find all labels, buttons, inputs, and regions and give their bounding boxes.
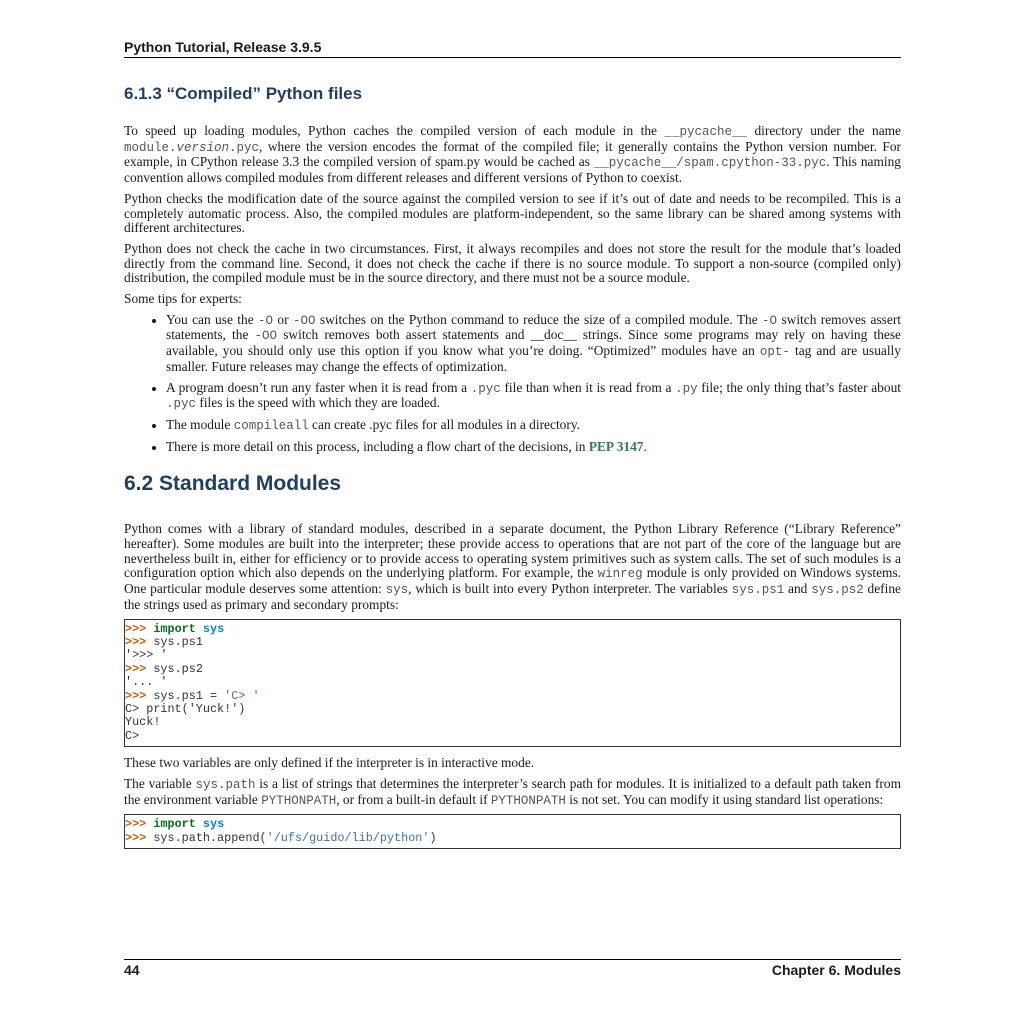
code-line: >>> import sys — [125, 817, 225, 832]
code-line: >>> sys.ps1 = 'C> ' — [125, 688, 260, 703]
inline-code: __pycache__ — [664, 125, 747, 139]
list-item: • There is more detail on this process, including a flow chart of the decisions, in PEP 3147. — [166, 440, 901, 455]
code-line: Yuck! — [125, 715, 161, 730]
list-item: • A program doesn’t run any faster when it is read from a .pyc file than when it is read from a .py file; the only thing that’s faster about .pyc files is the speed with which they are loaded. — [166, 381, 901, 412]
list-item: • The module compileall can create .pyc files for all modules in a directory. — [166, 418, 901, 434]
running-footer — [124, 959, 901, 978]
inline-code: __pycache__/spam.cpython-33.pyc — [593, 156, 827, 171]
paragraph-modification-date: Python checks the modification date of the source against the compiled version to see if it’s out of date and needs to be recompiled. This is a completely automatic process. Also, the compiled modules are platform-independent, so the same library can be shared among systems with different architectures. — [124, 190, 901, 236]
tips-list — [124, 313, 901, 455]
code-line: >>> import sys — [125, 621, 225, 636]
page-content — [124, 84, 901, 858]
running-header: Python Tutorial, Release 3.9.5 — [124, 39, 901, 58]
code-block-sys-path[interactable] — [124, 814, 901, 849]
code-line: >>> sys.path.append('/ufs/guido/lib/python') — [125, 830, 437, 845]
paragraph-cache-circumstances: Python does not check the cache in two circumstances. First, it always recompiles and does not store the result for the module that’s loaded directly from the command line. Second, it does not check the cache if there is no source module. To support a non-source (compiled only) distribution, the compiled module must be in the source directory, and there must not be a source module. — [124, 240, 901, 286]
code-line: >>> sys.ps2 — [125, 661, 203, 676]
code-line: C> — [125, 728, 140, 743]
paragraph-interactive-mode: These two variables are only defined if the interpreter is in interactive mode. — [124, 755, 535, 771]
code-line: '>>> ' — [125, 648, 168, 663]
pep-3147-link[interactable]: PEP 3147 — [588, 438, 644, 454]
code-line: '... ' — [125, 675, 168, 690]
section-heading-6-2: 6.2 Standard Modules — [124, 472, 342, 496]
code-block-prompts[interactable] — [124, 619, 901, 748]
paragraph-pycache: To speed up loading modules, Python caches the compiled version of each module in the __pycache__ directory under the name module.version.pyc, where the version encodes the format of the compiled file; it generally contains the Python version number. For example, in CPython release 3.3 the compiled version of spam.py would be cached as __pycache__/spam.cpython-33.pyc. This naming convention allows compiled modules from different releases and different versions of Python to coexist. — [124, 123, 901, 186]
code-line: >>> sys.ps1 — [125, 634, 203, 649]
list-item: • You can use the -O or -OO switches on the Python command to reduce the size of a compiled module. The -O switch removes assert statements, the -OO switch removes both assert statements and __doc__ strings. Since some programs may rely on having these available, you should only use this option if you know what you’re doing. “Optimized” modules have an opt- tag and are usually smaller. Future releases may change the effects of optimization. — [166, 313, 901, 375]
paragraph-standard-modules: Python comes with a library of standard modules, described in a separate document, the Python Library Reference (“Library Reference” hereafter). Some modules are built into the interpreter; these provide access to operations that are not part of the core of the language but are nevertheless built in, either for efficiency or to provide access to operating system primitives such as system calls. The set of such modules is a configuration option which also depends on the underlying platform. For example, the winreg module is only provided on Windows systems. One particular module deserves some attention: sys, which is built into every Python interpreter. The variables sys.ps1 and sys.ps2 define the strings used as primary and secondary prompts: — [124, 521, 901, 612]
section-heading-6-1-3: 6.1.3 “Compiled” Python files — [124, 84, 363, 103]
chapter-title: Chapter 6. Modules — [771, 962, 901, 978]
paragraph-sys-path: The variable sys.path is a list of strings that determines the interpreter’s search path for modules. It is initialized to a default path taken from the environment variable PYTHONPATH, or from a built-in default if PYTHONPATH is not set. You can modify it using standard list operations: — [124, 775, 901, 808]
code-line: C> print('Yuck!') — [125, 702, 246, 717]
paragraph-tips-intro: Some tips for experts: — [124, 291, 242, 307]
page-number: 44 — [124, 962, 140, 978]
